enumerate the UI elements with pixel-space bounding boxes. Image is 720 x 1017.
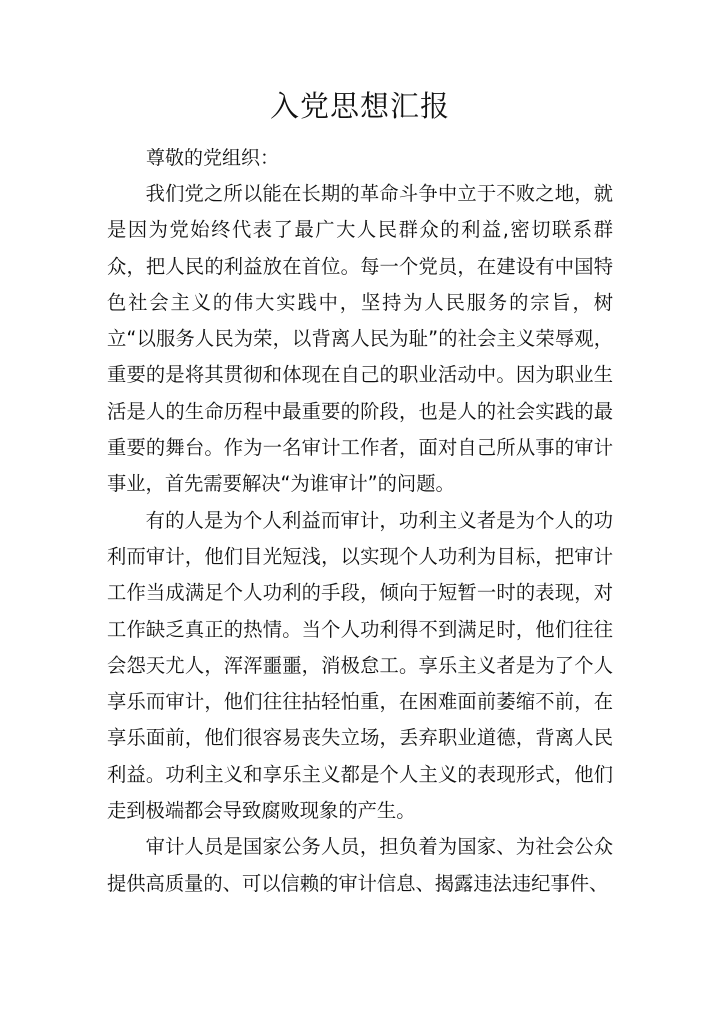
document-title: 入党思想汇报	[269, 89, 450, 123]
salutation: 尊敬的党组织：	[146, 147, 280, 169]
paragraph: 我们党之所以能在长期的革命斗争中立于不败之地，就是因为党始终代表了最广大人民群众的利益,密切联系群众，把人民的利益放在首位。每一个党员，在建设有中国特色社会主义的伟大实践中，坚持为人民服务的宗旨，树立“以服务人民为荣，以背离人民为耻”的社会主义荣辱观，重要的是将其贯彻和体现在自己的职业活动中。因为职业生活是人的生命历程中最重要的阶段，也是人的社会实践的最重要的舞台。作为一名审计工作者，面对自己所从事的审计事业，首先需要解决“为谁审计”的问题。	[107, 182, 613, 496]
paragraph: 有的人是为个人利益而审计，功利主义者是为个人的功利而审计，他们目光短浅，以实现个人功利为目标，把审计工作当成满足个人功利的手段，倾向于短暂一时的表现，对工作缺乏真正的热情。当个人功利得不到满足时，他们往往会怨天尤人，浑浑噩噩，消极怠工。享乐主义者是为了个人享乐而审计，他们往往拈轻怕重，在困难面前萎缩不前，在享乐面前，他们很容易丧失立场，丢弃职业道德，背离人民利益。功利主义和享乐主义都是个人主义的表现形式，他们走到极端都会导致腐败现象的产生。	[107, 508, 613, 823]
document-body	[107, 176, 613, 902]
paragraph: 审计人员是国家公务人员，担负着为国家、为社会公众提供高质量的、可以信赖的审计信息、揭露违法违纪事件、	[107, 835, 613, 895]
